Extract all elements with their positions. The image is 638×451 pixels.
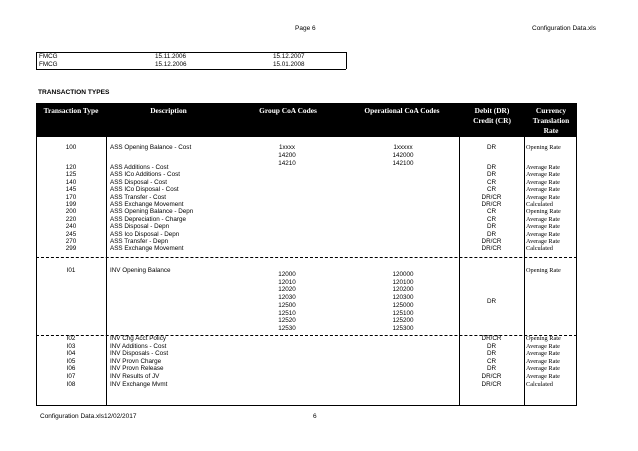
cell-description: ASS Disposal - Cost <box>110 178 168 186</box>
periods-bottom-rule <box>36 69 346 70</box>
cell-description: INV Exchange Mvmt <box>110 380 168 388</box>
cell-rate: Opening Rate <box>526 335 561 342</box>
file-title: Configuration Data.xls <box>532 25 596 32</box>
cell-group-code: 12510 <box>278 309 296 317</box>
cell-description: INV Provn Charge <box>110 357 162 365</box>
cell-rate: Opening Rate <box>526 144 561 151</box>
cell-rate: Average Rate <box>526 365 560 373</box>
cell-debit-credit: CR <box>486 357 497 365</box>
cell-description: ASS Ico Disposal - Depn <box>110 230 180 238</box>
cell-group-code: 12520 <box>278 317 296 325</box>
cell-type: 200 <box>65 208 77 216</box>
periods-left-rule <box>36 52 37 69</box>
cell-operational-code: 142000 <box>392 152 414 159</box>
period-sector: FMCG <box>39 53 58 60</box>
cell-debit-credit: DR <box>486 350 497 358</box>
column-header-description: Description <box>150 106 187 115</box>
cell-operational-code: 125200 <box>392 317 414 325</box>
cell-group-code: 1xxxx <box>278 144 296 151</box>
cell-type: 120 <box>65 164 77 171</box>
cell-operational-code: 120300 <box>392 294 414 302</box>
cell-debit-credit: DR/CR <box>481 380 502 388</box>
cell-type: I04 <box>66 350 76 358</box>
column-header-debit: Debit (DR) <box>474 106 510 115</box>
cell-type: 199 <box>65 201 77 208</box>
column-rule <box>106 137 107 405</box>
cell-operational-code: 125300 <box>392 324 414 332</box>
cell-rate: Average Rate <box>526 373 560 380</box>
cell-rate: Average Rate <box>526 238 560 245</box>
cell-debit-credit: DR <box>486 164 497 171</box>
period-start: 15.11.2006 <box>155 53 187 60</box>
cell-debit-credit: DR <box>486 230 497 238</box>
cell-group-code: 12010 <box>278 278 296 286</box>
cell-group-code: 12500 <box>278 301 296 309</box>
cell-debit-credit: DR <box>486 171 497 179</box>
cell-rate: Average Rate <box>526 186 560 194</box>
cell-description: ASS ICo Additions - Cost <box>110 171 180 179</box>
cell-rate: Opening Rate <box>526 208 561 216</box>
cell-debit-credit: DR <box>486 365 497 373</box>
cell-rate: Average Rate <box>526 230 560 238</box>
cell-description: INV Results of JV <box>110 373 160 380</box>
cell-debit-credit: DR/CR <box>481 193 502 201</box>
cell-operational-code: 120100 <box>392 278 414 286</box>
period-start: 15.12.2006 <box>155 61 187 68</box>
cell-debit-credit: DR <box>486 298 497 305</box>
cell-group-code: 12020 <box>278 286 296 294</box>
cell-rate: Average Rate <box>526 178 560 186</box>
cell-description: INV Additions - Cost <box>110 342 167 350</box>
cell-operational-code: 125000 <box>392 301 414 309</box>
column-header-credit: Credit (CR) <box>473 116 511 125</box>
cell-type: 100 <box>65 144 77 151</box>
cell-description: ASS Depreciation - Charge <box>110 215 186 223</box>
cell-rate: Average Rate <box>526 215 560 223</box>
cell-description: ASS Exchange Movement <box>110 245 184 253</box>
cell-rate: Calculated <box>526 201 553 208</box>
cell-type: I01 <box>66 267 76 274</box>
cell-type: 170 <box>65 193 77 201</box>
table-header <box>36 103 577 137</box>
cell-debit-credit: DR/CR <box>481 245 502 253</box>
cell-type: I02 <box>66 335 76 342</box>
table-bottom-rule <box>36 405 577 406</box>
cell-debit-credit: CR <box>486 186 497 194</box>
cell-debit-credit: DR <box>486 223 497 231</box>
column-header-currency-l2: Translation <box>532 116 570 125</box>
section-divider <box>36 257 577 258</box>
cell-group-code: 12000 <box>278 271 296 278</box>
cell-type: I06 <box>66 365 76 373</box>
cell-type: 240 <box>65 223 77 231</box>
cell-rate: Calculated <box>526 380 553 388</box>
cell-description: ASS Exchange Movement <box>110 201 184 208</box>
section-title: TRANSACTION TYPES <box>38 89 110 96</box>
cell-rate: Average Rate <box>526 193 560 201</box>
cell-debit-credit: DR/CR <box>481 201 502 208</box>
column-header-group: Group CoA Codes <box>259 106 317 115</box>
cell-type: I08 <box>66 380 76 388</box>
cell-group-code: 14210 <box>278 160 296 167</box>
cell-type: 270 <box>65 238 77 245</box>
cell-type: 145 <box>65 186 77 194</box>
column-rule <box>524 137 525 405</box>
cell-operational-code: 125100 <box>392 309 414 317</box>
period-sector: FMCG <box>39 61 58 68</box>
cell-description: ASS Transfer - Depn <box>110 238 169 245</box>
footer-page-number: 6 <box>313 413 317 420</box>
cell-group-code: 12030 <box>278 294 296 302</box>
cell-rate: Average Rate <box>526 342 560 350</box>
column-header-type: Transaction Type <box>43 106 99 115</box>
column-header-currency <box>525 106 577 136</box>
cell-operational-code: 120000 <box>392 271 414 278</box>
cell-debit-credit: CR <box>486 178 497 186</box>
cell-description: ASS Disposal - Depn <box>110 223 170 231</box>
cell-debit-credit: CR <box>486 215 497 223</box>
cell-description: ASS Additions - Cost <box>110 164 169 171</box>
page-label: Page 6 <box>295 25 316 32</box>
cell-group-code: 12530 <box>278 324 296 332</box>
cell-rate: Average Rate <box>526 350 560 358</box>
cell-debit-credit: DR/CR <box>481 238 502 245</box>
cell-description: INV Provn Release <box>110 365 164 373</box>
cell-debit-credit: CR <box>486 208 497 216</box>
cell-type: 125 <box>65 171 77 179</box>
cell-debit-credit: DR <box>486 144 497 151</box>
cell-rate: Calculated <box>526 245 553 253</box>
cell-type: I05 <box>66 357 76 365</box>
cell-type: 220 <box>65 215 77 223</box>
cell-operational-code: 120200 <box>392 286 414 294</box>
cell-type: 299 <box>65 245 77 253</box>
cell-rate: Average Rate <box>526 171 560 179</box>
cell-group-code: 14200 <box>278 152 296 159</box>
periods-right-rule <box>346 52 347 69</box>
cell-rate: Average Rate <box>526 357 560 365</box>
cell-description: ASS Opening Balance - Cost <box>110 144 192 151</box>
column-header-currency-l3: Rate <box>543 126 559 135</box>
cell-rate: Average Rate <box>526 164 560 171</box>
table-right-rule <box>576 137 577 405</box>
cell-description: ASS Transfer - Cost <box>110 193 166 201</box>
cell-type: I07 <box>66 373 76 380</box>
cell-debit-credit: DR <box>486 342 497 350</box>
cell-rate: Opening Rate <box>526 267 561 274</box>
cell-description: INV Chg Acct Policy <box>110 335 166 342</box>
cell-operational-code: 1xxxxx <box>393 144 413 151</box>
period-end: 15.12.2007 <box>273 53 305 60</box>
cell-type: I03 <box>66 342 76 350</box>
cell-type: 140 <box>65 178 77 186</box>
cell-rate: Average Rate <box>526 223 560 231</box>
column-header-operational: Operational CoA Codes <box>364 106 440 115</box>
cell-description: ASS Opening Balance - Depn <box>110 208 194 216</box>
cell-type: 245 <box>65 230 77 238</box>
cell-description: INV Opening Balance <box>110 267 171 274</box>
column-header-debit-credit <box>459 106 525 126</box>
cell-debit-credit: DR/CR <box>481 373 502 380</box>
cell-description: INV Disposals - Cost <box>110 350 169 358</box>
cell-debit-credit: DR/CR <box>481 335 502 342</box>
period-end: 15.01.2008 <box>273 61 305 68</box>
cell-description: ASS ICo Disposal - Cost <box>110 186 179 194</box>
column-header-currency-l1: Currency <box>535 106 567 115</box>
cell-operational-code: 142100 <box>392 160 414 167</box>
footer-left: Configuration Data.xls12/02/2017 <box>40 413 137 420</box>
